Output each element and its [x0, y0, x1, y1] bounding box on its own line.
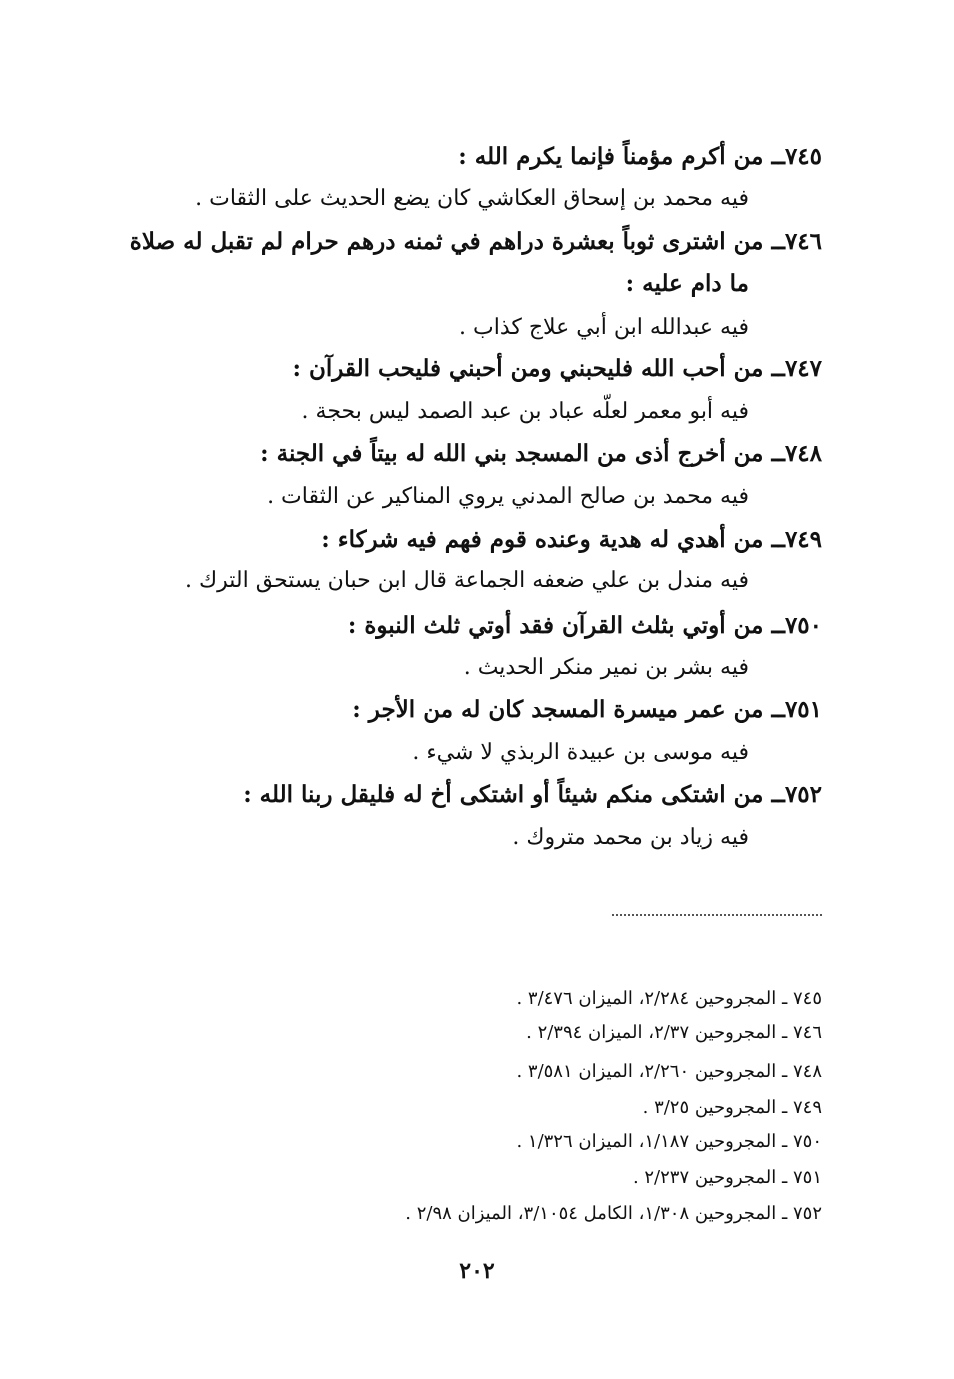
hadith-entry-745	[120, 137, 822, 177]
entry-note-752: فيه زياد بن محمد متروك .	[512, 825, 749, 850]
hadith-entry-751	[120, 690, 822, 730]
entry-number: ٧٤٦	[784, 228, 822, 255]
hadith-entry-752	[120, 775, 822, 815]
entry-number: ٧٤٨	[784, 440, 822, 467]
entry-note-747: فيه أبو معمر لعلّه عباد بن عبد الصمد ليس بحجة .	[301, 399, 749, 424]
entry-number: ٧٥٢	[784, 781, 822, 808]
footnote-line: ٧٤٩ ـ المجروحين ٣/٢٥ .	[642, 1097, 822, 1118]
hadith-entry-750	[120, 606, 822, 646]
entry-text: ــ من اشترى ثوباً بعشرة دراهم في ثمنه درهم حرام لم تقبل له صلاة	[129, 228, 785, 255]
entry-text: ــ من أهدي له هدية وعنده قوم فهم فيه شركاء :	[321, 526, 785, 553]
entry-text: ــ من أحب الله فليحبني ومن أحبني فليحب القرآن :	[292, 355, 785, 382]
entry-number: ٧٤٥	[784, 143, 822, 170]
entry-continuation-746: ما دام عليه :	[625, 270, 749, 297]
footnote-line: ٧٥٠ ـ المجروحين ١/١٨٧، الميزان ١/٣٢٦ .	[516, 1131, 822, 1152]
hadith-entry-747	[120, 349, 822, 389]
entry-text: ــ من اشتكى منكم شيئاً أو اشتكى أخ له فليقل ربنا الله :	[243, 781, 785, 808]
entry-text: ــ من أوتي بثلث القرآن فقد أوتي ثلث النبوة :	[347, 612, 785, 639]
entry-note-745: فيه محمد بن إسحاق العكاشي كان يضع الحديث على الثقات .	[195, 186, 749, 211]
entry-text: ــ من عمر ميسرة المسجد كان له من الأجر :	[352, 696, 785, 723]
entry-number: ٧٥٠	[784, 612, 822, 639]
footnote-separator	[612, 914, 822, 916]
footnote-line: ٧٤٨ ـ المجروحين ٢/٢٦٠، الميزان ٣/٥٨١ .	[516, 1061, 822, 1082]
entry-text: ــ من أخرج أذى من المسجد بني الله له بيتاً في الجنة :	[260, 440, 785, 467]
entry-note-751: فيه موسى بن عبيدة الربذي لا شيء .	[412, 740, 749, 765]
entry-note-749: فيه مندل بن علي ضعفه الجماعة قال ابن حبان يستحق الترك .	[185, 568, 749, 593]
entry-note-748: فيه محمد بن صالح المدني يروي المناكير عن الثقات .	[267, 484, 749, 509]
hadith-entry-749	[120, 520, 822, 560]
hadith-entry-748	[120, 434, 822, 474]
entry-note-750: فيه بشر بن نمير منكر الحديث .	[463, 655, 749, 680]
entry-number: ٧٤٧	[784, 355, 822, 382]
footnote-line: ٧٤٦ ـ المجروحين ٢/٣٧، الميزان ٢/٣٩٤ .	[526, 1022, 822, 1043]
entry-note-746: فيه عبدالله ابن أبي علاج كذاب .	[459, 315, 749, 340]
entry-text: ــ من أكرم مؤمناً فإنما يكرم الله :	[458, 143, 785, 170]
page-number: ٢٠٢	[459, 1258, 495, 1284]
entry-number: ٧٥١	[784, 696, 822, 723]
footnote-line: ٧٤٥ ـ المجروحين ٢/٢٨٤، الميزان ٣/٤٧٦ .	[516, 988, 822, 1009]
footnote-line: ٧٥٢ ـ المجروحين ١/٣٠٨، الكامل ٣/١٠٥٤، الميزان ٢/٩٨ .	[405, 1203, 822, 1224]
entry-number: ٧٤٩	[784, 526, 822, 553]
hadith-entry-746	[120, 222, 822, 262]
footnote-line: ٧٥١ ـ المجروحين ٢/٢٣٧ .	[632, 1167, 822, 1188]
